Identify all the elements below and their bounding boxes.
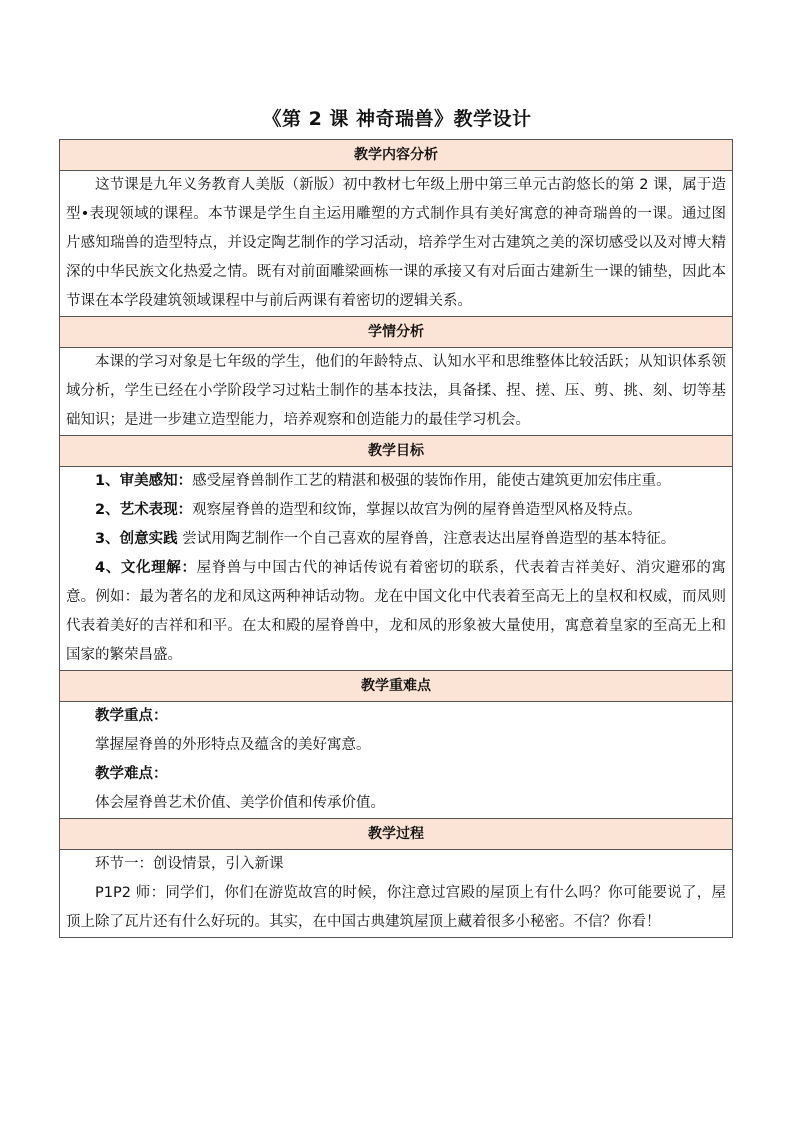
- section-body-process: [60, 850, 733, 938]
- objective-item: [66, 467, 726, 496]
- objective-label: 2、艺术表现：: [95, 502, 193, 518]
- section-body-objectives: [60, 467, 733, 671]
- objective-label: 1、审美感知：: [95, 473, 193, 489]
- objective-label: 4、文化理解：: [95, 560, 197, 576]
- objective-text: 观察屋脊兽的造型和纹饰，掌握以故宫为例的屋脊兽造型风格及特点。: [192, 502, 642, 518]
- section-header-objectives: 教学目标: [60, 436, 733, 467]
- section-header-learner-analysis: 学情分析: [60, 317, 733, 348]
- section-header-content-analysis: 教学内容分析: [60, 140, 733, 171]
- objective-item: [66, 554, 726, 670]
- key-point-text: 掌握屋脊兽的外形特点及蕴含的美好寓意。: [95, 737, 371, 753]
- difficulty-label: 教学难点：: [95, 766, 168, 782]
- section-body-key-points: [60, 702, 733, 819]
- learner-analysis-text: 本课的学习对象是七年级的学生，他们的年龄特点、认知水平和思维整体比较活跃；从知识体系领域分析，学生已经在小学阶段学习过粘土制作的基本技法，具备揉、捏、搓、压、剪、挑、刻、切等基础知识；是进一步建立造型能力，培养观察和创造能力的最佳学习机会。: [66, 354, 726, 428]
- process-step-title: 环节一：创设情景，引入新课: [95, 856, 284, 872]
- process-step-text: P1P2 师：同学们，你们在游览故宫的时候，你注意过宫殿的屋顶上有什么吗？你可能要说了，屋顶上除了瓦片还有什么好玩的。其实，在中国古典建筑屋顶上藏着很多小秘密。不信？你看！: [66, 885, 726, 930]
- section-header-process: 教学过程: [60, 819, 733, 850]
- section-body-content-analysis: [60, 171, 733, 317]
- content-analysis-text: 这节课是九年义务教育人美版（新版）初中教材七年级上册中第三单元古韵悠长的第 2 课，属于造型•表现领域的课程。本节课是学生自主运用雕塑的方式制作具有美好寓意的神奇瑞兽的一课。通过图片感知瑞兽的造型特点，并设定陶艺制作的学习活动，培养学生对古建筑之美的深切感受以及对博大精深的中华民族文化热爱之情。既有对前面雕梁画栋一课的承接又有对后面古建新生一课的铺垫，因此本节课在本学段建筑领域课程中与前后两课有着密切的逻辑关系。: [66, 177, 726, 309]
- section-body-learner-analysis: [60, 348, 733, 436]
- objective-item: [66, 525, 726, 554]
- section-header-key-points: 教学重难点: [60, 671, 733, 702]
- key-point-label: 教学重点：: [95, 708, 168, 724]
- lesson-plan-table: [59, 139, 733, 938]
- objective-text: 尝试用陶艺制作一个自己喜欢的屋脊兽，注意表达出屋脊兽造型的基本特征。: [177, 531, 676, 547]
- objective-text: 屋脊兽与中国古代的神话传说有着密切的联系，代表着吉祥美好、消灾避邪的寓意。例如：最为著名的龙和凤这两种神话动物。龙在中国文化中代表着至高无上的皇权和权威，而凤则代表着美好的吉祥和和平。在太和殿的屋脊兽中，龙和凤的形象被大量使用，寓意着皇家的至高无上和国家的繁荣昌盛。: [66, 560, 727, 663]
- objective-item: [66, 496, 726, 525]
- objective-label: 3、创意实践: [95, 531, 178, 547]
- document-title: 《第 2 课 神奇瑞兽》教学设计: [262, 108, 532, 130]
- difficulty-text: 体会屋脊兽艺术价值、美学价值和传承价值。: [95, 795, 385, 811]
- objective-text: 感受屋脊兽制作工艺的精湛和极强的装饰作用，能使古建筑更加宏伟庄重。: [192, 473, 671, 489]
